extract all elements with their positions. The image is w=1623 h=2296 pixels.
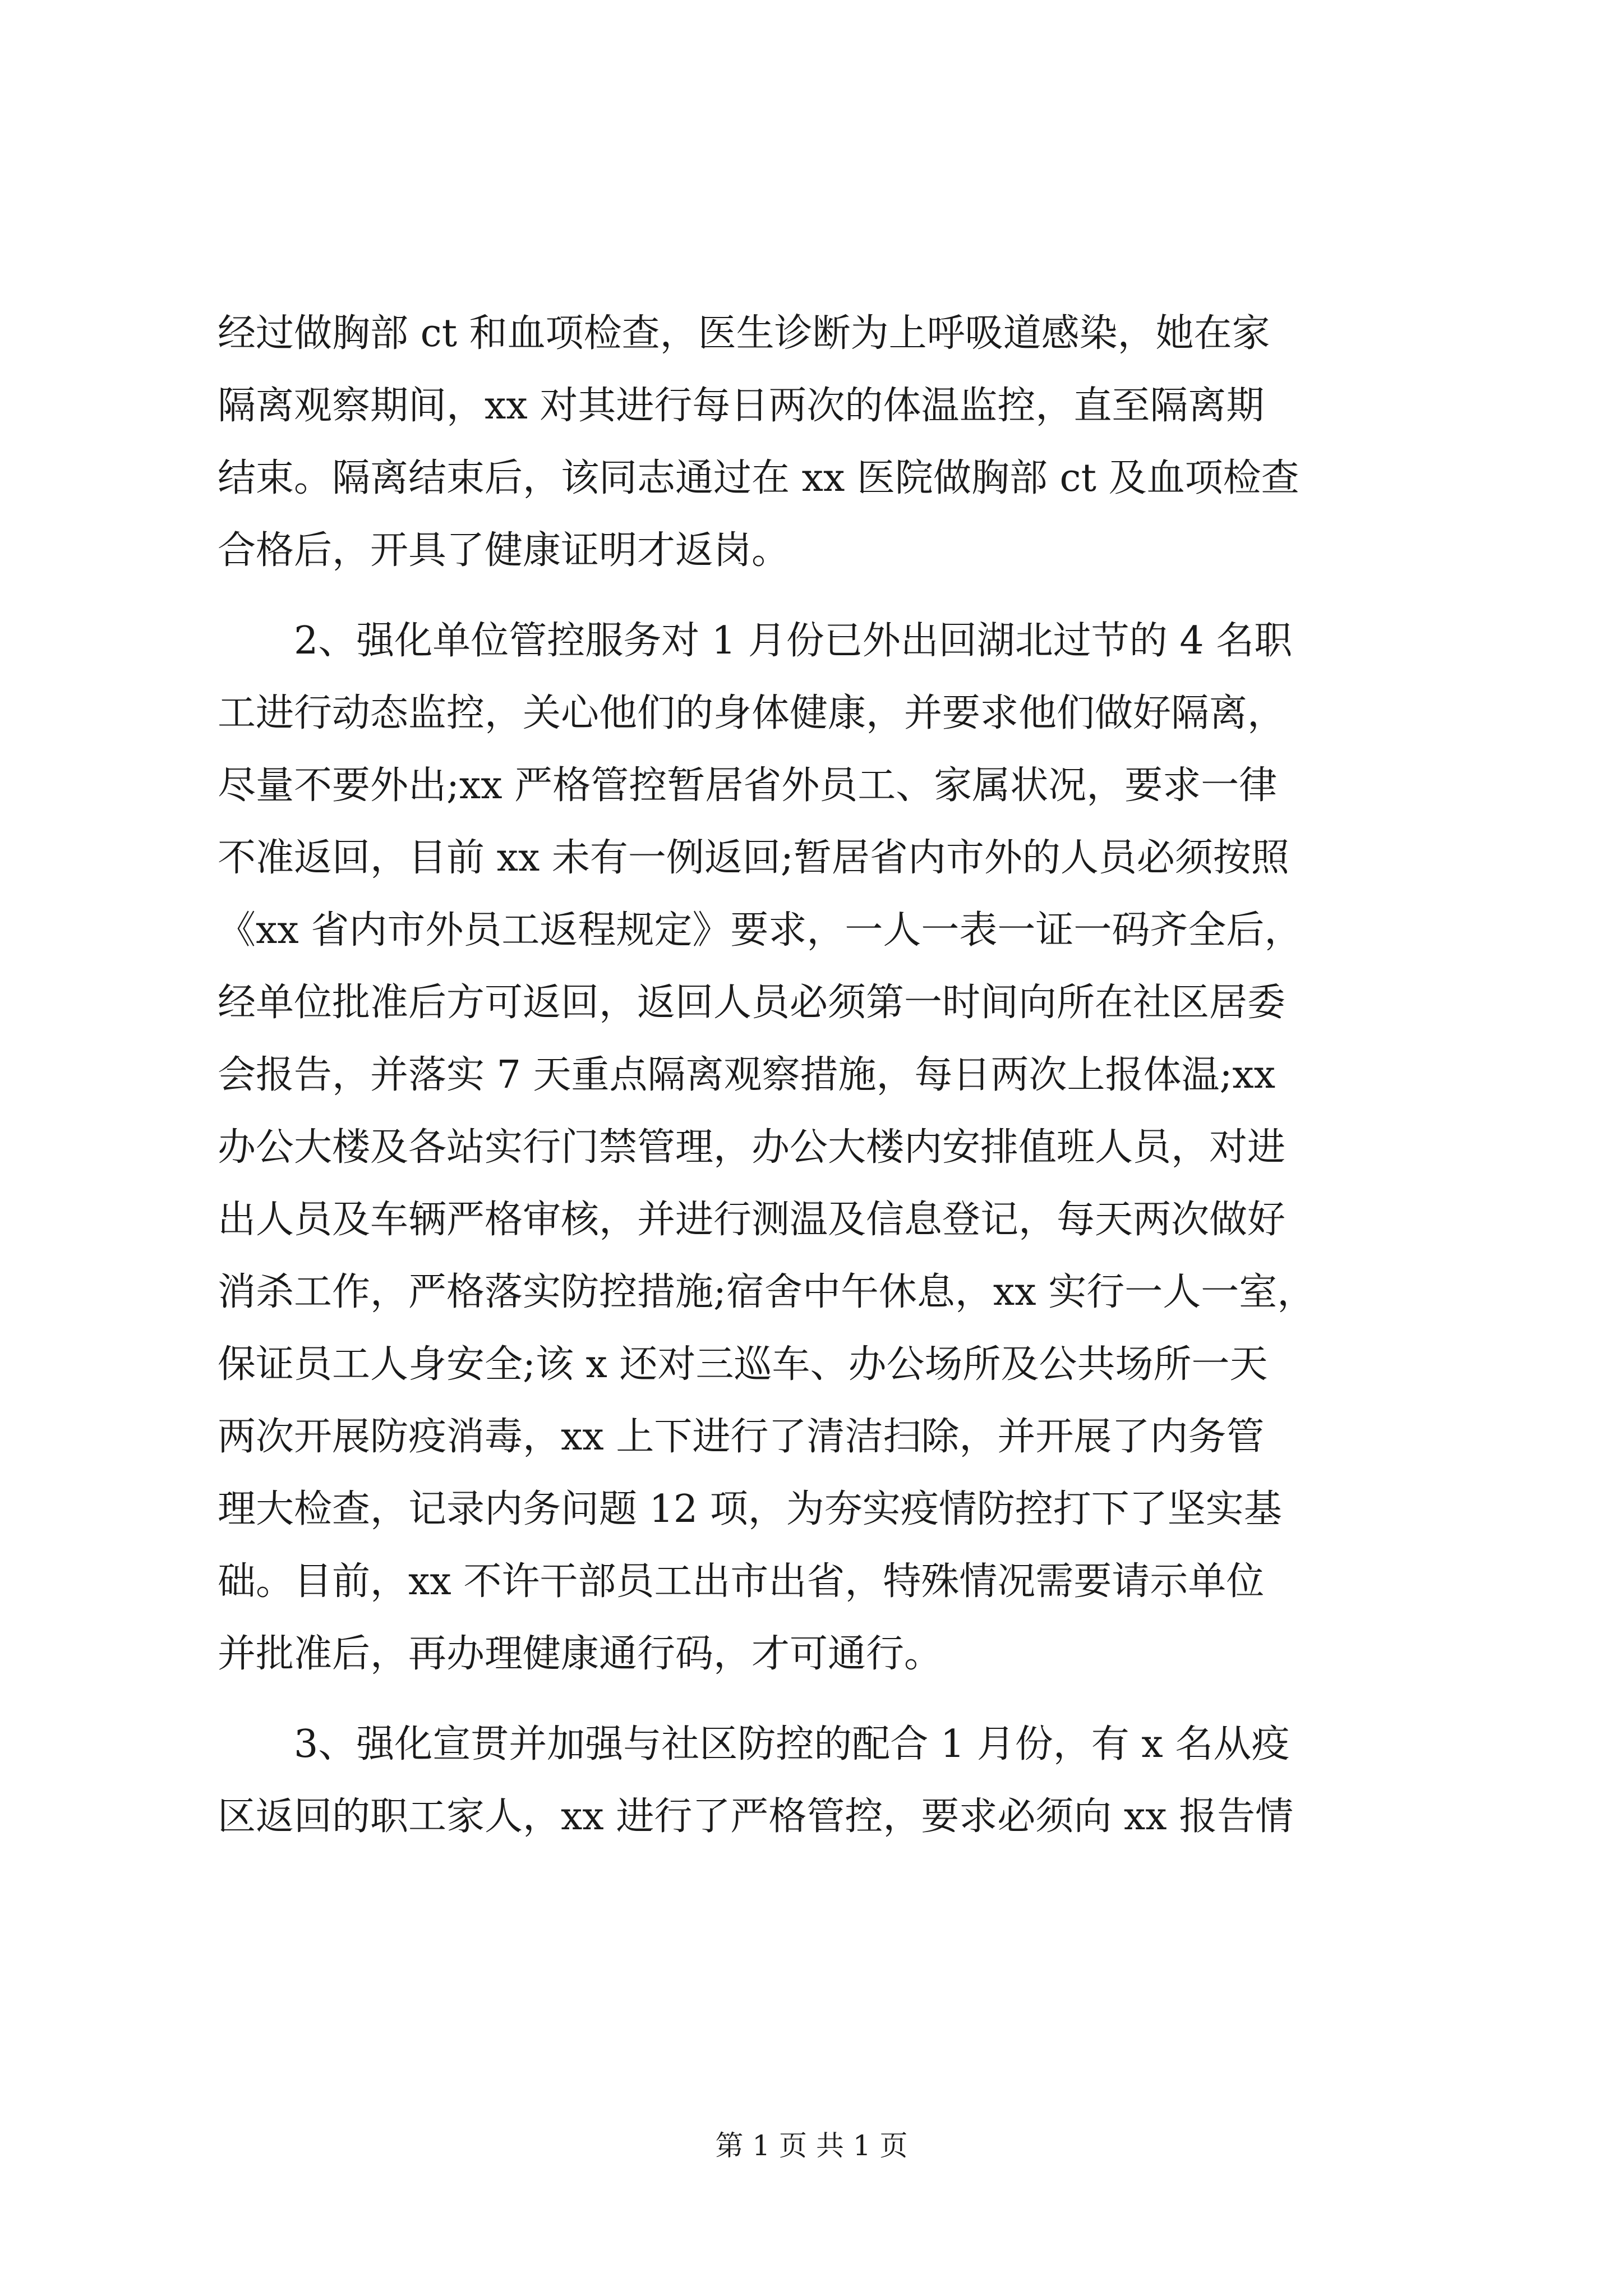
text-line: 并批准后，再办理健康通行码，才可通行。 [218,1632,943,1676]
paragraph-2 [218,605,1446,1690]
text-line: 础。目前，xx 不许干部员工出市出省，特殊情况需要请示单位 [218,1559,1265,1604]
text-line: 理大检查，记录内务问题 12 项，为夯实疫情防控打下了坚实基 [218,1487,1282,1531]
text-line: 结束。隔离结束后，该同志通过在 xx 医院做胸部 ct 及血项检查 [218,456,1299,500]
text-line: 《xx 省内市外员工返程规定》要求，一人一表一证一码齐全后， [218,908,1303,953]
text-line: 经单位批准后方可返回，返回人员必须第一时间向所在社区居委 [218,981,1286,1025]
text-line: 会报告，并落实 7 天重点隔离观察措施，每日两次上报体温;xx [218,1053,1276,1097]
text-line: 合格后，开具了健康证明才返岗。 [218,528,790,573]
text-line: 不准返回，目前 xx 未有一例返回;暂居省内市外的人员必须按照 [218,836,1289,880]
text-line: 尽量不要外出;xx 严格管控暂居省外员工、家属状况，要求一律 [218,763,1278,808]
text-line: 3、强化宣贯并加强与社区防控的配合 1 月份，有 x 名从疫 [218,1722,1290,1766]
paragraph-1 [218,297,1446,587]
document-body [218,297,1446,1853]
paragraph-spacer [218,1690,1446,1708]
text-line: 隔离观察期间，xx 对其进行每日两次的体温监控，直至隔离期 [218,384,1265,428]
page-footer: 第 1 页 共 1 页 [715,2129,908,2162]
text-line: 经过做胸部 ct 和血项检查，医生诊断为上呼吸道感染，她在家 [218,311,1270,356]
text-line: 2、强化单位管控服务对 1 月份已外出回湖北过节的 4 名职 [218,619,1293,663]
text-line: 保证员工人身安全;该 x 还对三巡车、办公场所及公共场所一天 [218,1342,1268,1387]
text-line: 消杀工作，严格落实防控措施;宿舍中午休息，xx 实行一人一室， [218,1270,1316,1314]
text-line: 出人员及车辆严格审核，并进行测温及信息登记，每天两次做好 [218,1198,1286,1242]
text-line: 两次开展防疫消毒，xx 上下进行了清洁扫除，并开展了内务管 [218,1415,1265,1459]
paragraph-3 [218,1708,1446,1853]
text-line: 工进行动态监控，关心他们的身体健康，并要求他们做好隔离， [218,691,1286,735]
text-line: 区返回的职工家人，xx 进行了严格管控，要求必须向 xx 报告情 [218,1795,1294,1839]
text-line: 办公大楼及各站实行门禁管理，办公大楼内安排值班人员，对进 [218,1125,1286,1170]
paragraph-spacer [218,587,1446,605]
